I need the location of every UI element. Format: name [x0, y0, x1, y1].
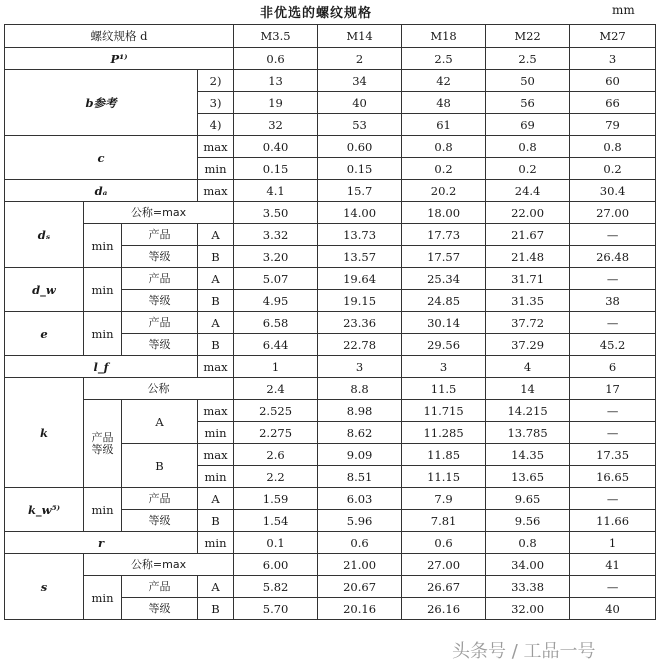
table-cell: 45.2 — [570, 334, 656, 356]
table-cell: 17.73 — [402, 224, 486, 246]
label-grade-a: A — [198, 268, 234, 290]
table-cell: 8.51 — [318, 466, 402, 488]
table-row — [5, 378, 656, 400]
table-row — [5, 224, 656, 246]
table-cell: 0.15 — [234, 158, 318, 180]
table-cell: 3.20 — [234, 246, 318, 268]
table-cell: — — [570, 576, 656, 598]
table-cell: 7.9 — [402, 488, 486, 510]
table-cell: 6.00 — [234, 554, 318, 576]
table-cell: 0.8 — [402, 136, 486, 158]
table-cell: 13.785 — [486, 422, 570, 444]
table-cell: 3 — [402, 356, 486, 378]
table-cell: 23.36 — [318, 312, 402, 334]
table-cell: 2.2 — [234, 466, 318, 488]
table-cell: 11.5 — [402, 378, 486, 400]
table-cell: 22.78 — [318, 334, 402, 356]
header-size: M3.5 — [234, 25, 318, 48]
label-grade: 等级 — [122, 598, 198, 620]
thread-spec-table — [4, 24, 656, 620]
table-cell: 18.00 — [402, 202, 486, 224]
table-cell: 14.215 — [486, 400, 570, 422]
table-cell: 0.2 — [402, 158, 486, 180]
table-cell: 61 — [402, 114, 486, 136]
table-cell: 8.62 — [318, 422, 402, 444]
table-cell: — — [570, 268, 656, 290]
table-cell: 0.15 — [318, 158, 402, 180]
table-cell: 2.525 — [234, 400, 318, 422]
label-max: max — [198, 180, 234, 202]
label-grade-line1: 产品 — [91, 430, 114, 444]
table-cell: 13.57 — [318, 246, 402, 268]
table-cell: 21.00 — [318, 554, 402, 576]
table-cell: 16.65 — [570, 466, 656, 488]
table-cell: 6 — [570, 356, 656, 378]
header-size: M14 — [318, 25, 402, 48]
table-cell: 20.2 — [402, 180, 486, 202]
table-cell: 2.4 — [234, 378, 318, 400]
table-cell: 2 — [318, 48, 402, 70]
table-cell: 17.35 — [570, 444, 656, 466]
label-min: min — [84, 268, 122, 312]
unit-label: mm — [612, 3, 635, 17]
label-max: max — [198, 356, 234, 378]
table-cell: 19 — [234, 92, 318, 114]
table-row — [5, 48, 656, 70]
page-header — [0, 2, 661, 20]
table-row — [5, 136, 656, 158]
label-grade-b: B — [198, 246, 234, 268]
table-cell: 0.2 — [486, 158, 570, 180]
table-cell: 3.32 — [234, 224, 318, 246]
label-grade-a: A — [198, 576, 234, 598]
table-cell: 7.81 — [402, 510, 486, 532]
label-grade-a: A — [122, 400, 198, 444]
label-grade-b: B — [198, 510, 234, 532]
table-cell: 3 — [318, 356, 402, 378]
table-cell: 34.00 — [486, 554, 570, 576]
table-cell: 5.70 — [234, 598, 318, 620]
table-cell: 6.44 — [234, 334, 318, 356]
label-grade: 产品 — [122, 576, 198, 598]
table-cell: 40 — [570, 598, 656, 620]
table-cell: 27.00 — [570, 202, 656, 224]
table-cell: 66 — [570, 92, 656, 114]
table-cell: 29.56 — [402, 334, 486, 356]
label-grade-line2: 等级 — [91, 442, 114, 456]
table-cell: 0.8 — [570, 136, 656, 158]
table-cell: — — [570, 400, 656, 422]
label-grade: 等级 — [122, 246, 198, 268]
label-min: min — [84, 488, 122, 532]
table-cell: 17 — [570, 378, 656, 400]
table-title: 非优选的螺纹规格 — [260, 6, 373, 21]
table-cell: 0.6 — [318, 532, 402, 554]
header-size: M18 — [402, 25, 486, 48]
table-cell: 26.67 — [402, 576, 486, 598]
table-cell: 11.285 — [402, 422, 486, 444]
label-b-ref: b参考 — [5, 70, 198, 136]
table-cell: 42 — [402, 70, 486, 92]
label-min: min — [198, 532, 234, 554]
table-cell: 0.2 — [570, 158, 656, 180]
table-cell: 13.73 — [318, 224, 402, 246]
table-row — [5, 576, 656, 598]
label-grade-b: B — [198, 598, 234, 620]
table-cell: 37.29 — [486, 334, 570, 356]
label-grade-a: A — [198, 312, 234, 334]
label-min: min — [84, 224, 122, 268]
table-cell: 31.71 — [486, 268, 570, 290]
label-nominal: 公称 — [84, 378, 234, 400]
label-min: min — [84, 312, 122, 356]
table-row — [5, 180, 656, 202]
table-cell: 4.95 — [234, 290, 318, 312]
table-cell: 69 — [486, 114, 570, 136]
table-cell: 2.5 — [486, 48, 570, 70]
label-grade: 等级 — [122, 510, 198, 532]
label-min: min — [198, 466, 234, 488]
table-cell: 0.6 — [402, 532, 486, 554]
table-cell: 30.14 — [402, 312, 486, 334]
label-r: r — [5, 532, 198, 554]
label-b3: 3) — [198, 92, 234, 114]
table-cell: 31.35 — [486, 290, 570, 312]
table-cell: 6.03 — [318, 488, 402, 510]
table-row — [5, 532, 656, 554]
table-cell: 3 — [570, 48, 656, 70]
table-cell: 33.38 — [486, 576, 570, 598]
table-cell: 9.09 — [318, 444, 402, 466]
table-cell: 38 — [570, 290, 656, 312]
table-cell: 53 — [318, 114, 402, 136]
label-da: dₐ — [5, 180, 198, 202]
table-cell: 32.00 — [486, 598, 570, 620]
table-cell: 25.34 — [402, 268, 486, 290]
table-cell: 17.57 — [402, 246, 486, 268]
label-pitch: P¹⁾ — [5, 48, 234, 70]
label-grade: 等级 — [122, 334, 198, 356]
label-c: c — [5, 136, 198, 180]
label-kw: k_w⁵⁾ — [5, 488, 84, 532]
label-grade-a: A — [198, 224, 234, 246]
table-cell: 1.59 — [234, 488, 318, 510]
table-row — [5, 312, 656, 334]
label-dw: d_w — [5, 268, 84, 312]
label-nominal-max: 公称=max — [84, 554, 234, 576]
table-row — [5, 25, 656, 48]
table-cell: 2.6 — [234, 444, 318, 466]
table-cell: 9.56 — [486, 510, 570, 532]
label-grade — [84, 400, 122, 488]
table-cell: 11.715 — [402, 400, 486, 422]
table-cell: 5.07 — [234, 268, 318, 290]
table-row — [5, 202, 656, 224]
label-max: max — [198, 400, 234, 422]
table-cell: 13 — [234, 70, 318, 92]
table-cell: — — [570, 224, 656, 246]
label-grade: 产品 — [122, 268, 198, 290]
label-min: min — [198, 158, 234, 180]
label-nominal-max: 公称=max — [84, 202, 234, 224]
label-grade: 产品 — [122, 224, 198, 246]
label-grade-b: B — [198, 290, 234, 312]
table-cell: 20.16 — [318, 598, 402, 620]
table-cell: 21.48 — [486, 246, 570, 268]
table-cell: — — [570, 488, 656, 510]
table-cell: 14.35 — [486, 444, 570, 466]
table-cell: 32 — [234, 114, 318, 136]
table-cell: 37.72 — [486, 312, 570, 334]
table-row — [5, 554, 656, 576]
table-cell: 41 — [570, 554, 656, 576]
table-cell: — — [570, 312, 656, 334]
table-cell: 5.82 — [234, 576, 318, 598]
table-cell: 26.16 — [402, 598, 486, 620]
header-size: M27 — [570, 25, 656, 48]
table-cell: 0.60 — [318, 136, 402, 158]
table-cell: 56 — [486, 92, 570, 114]
table-cell: 34 — [318, 70, 402, 92]
table-cell: 5.96 — [318, 510, 402, 532]
table-cell: 2.5 — [402, 48, 486, 70]
table-cell: 11.15 — [402, 466, 486, 488]
label-s: s — [5, 554, 84, 620]
table-cell: 48 — [402, 92, 486, 114]
table-cell: 27.00 — [402, 554, 486, 576]
table-cell: 0.8 — [486, 532, 570, 554]
table-cell: 9.65 — [486, 488, 570, 510]
table-cell: 21.67 — [486, 224, 570, 246]
table-cell: 26.48 — [570, 246, 656, 268]
table-cell: 19.64 — [318, 268, 402, 290]
label-grade: 产品 — [122, 488, 198, 510]
table-row — [5, 356, 656, 378]
table-cell: 50 — [486, 70, 570, 92]
table-row — [5, 268, 656, 290]
label-min: min — [198, 422, 234, 444]
table-cell: 19.15 — [318, 290, 402, 312]
watermark: 头条号 / 工品一号 — [452, 641, 596, 662]
table-cell: 30.4 — [570, 180, 656, 202]
table-cell: 4.1 — [234, 180, 318, 202]
table-cell: 3.50 — [234, 202, 318, 224]
table-cell: 40 — [318, 92, 402, 114]
table-cell: 1 — [234, 356, 318, 378]
table-cell: 8.98 — [318, 400, 402, 422]
table-cell: 0.8 — [486, 136, 570, 158]
table-cell: 24.4 — [486, 180, 570, 202]
label-max: max — [198, 136, 234, 158]
table-row — [5, 488, 656, 510]
table-cell: 22.00 — [486, 202, 570, 224]
table-cell: 8.8 — [318, 378, 402, 400]
label-ds: dₛ — [5, 202, 84, 268]
table-row — [5, 400, 656, 422]
label-b2: 2) — [198, 70, 234, 92]
label-grade: 产品 — [122, 312, 198, 334]
table-cell: 11.66 — [570, 510, 656, 532]
table-cell: 0.6 — [234, 48, 318, 70]
table-cell: 6.58 — [234, 312, 318, 334]
table-cell: 24.85 — [402, 290, 486, 312]
table-cell: 13.65 — [486, 466, 570, 488]
table-cell: 20.67 — [318, 576, 402, 598]
label-lf: l_f — [5, 356, 198, 378]
table-cell: 14.00 — [318, 202, 402, 224]
header-spec: 螺纹规格 d — [5, 25, 234, 48]
label-min: min — [84, 576, 122, 620]
table-cell: 60 — [570, 70, 656, 92]
label-e: e — [5, 312, 84, 356]
table-cell: 15.7 — [318, 180, 402, 202]
label-k: k — [5, 378, 84, 488]
table-cell: 1 — [570, 532, 656, 554]
label-grade-b: B — [198, 334, 234, 356]
table-cell: 0.40 — [234, 136, 318, 158]
label-grade-a: A — [198, 488, 234, 510]
table-cell: 1.54 — [234, 510, 318, 532]
table-cell: 11.85 — [402, 444, 486, 466]
table-row — [5, 70, 656, 92]
label-b4: 4) — [198, 114, 234, 136]
label-max: max — [198, 444, 234, 466]
table-cell: 4 — [486, 356, 570, 378]
label-grade-b: B — [122, 444, 198, 488]
header-size: M22 — [486, 25, 570, 48]
label-grade: 等级 — [122, 290, 198, 312]
table-cell: — — [570, 422, 656, 444]
table-cell: 2.275 — [234, 422, 318, 444]
table-cell: 14 — [486, 378, 570, 400]
table-cell: 0.1 — [234, 532, 318, 554]
table-cell: 79 — [570, 114, 656, 136]
